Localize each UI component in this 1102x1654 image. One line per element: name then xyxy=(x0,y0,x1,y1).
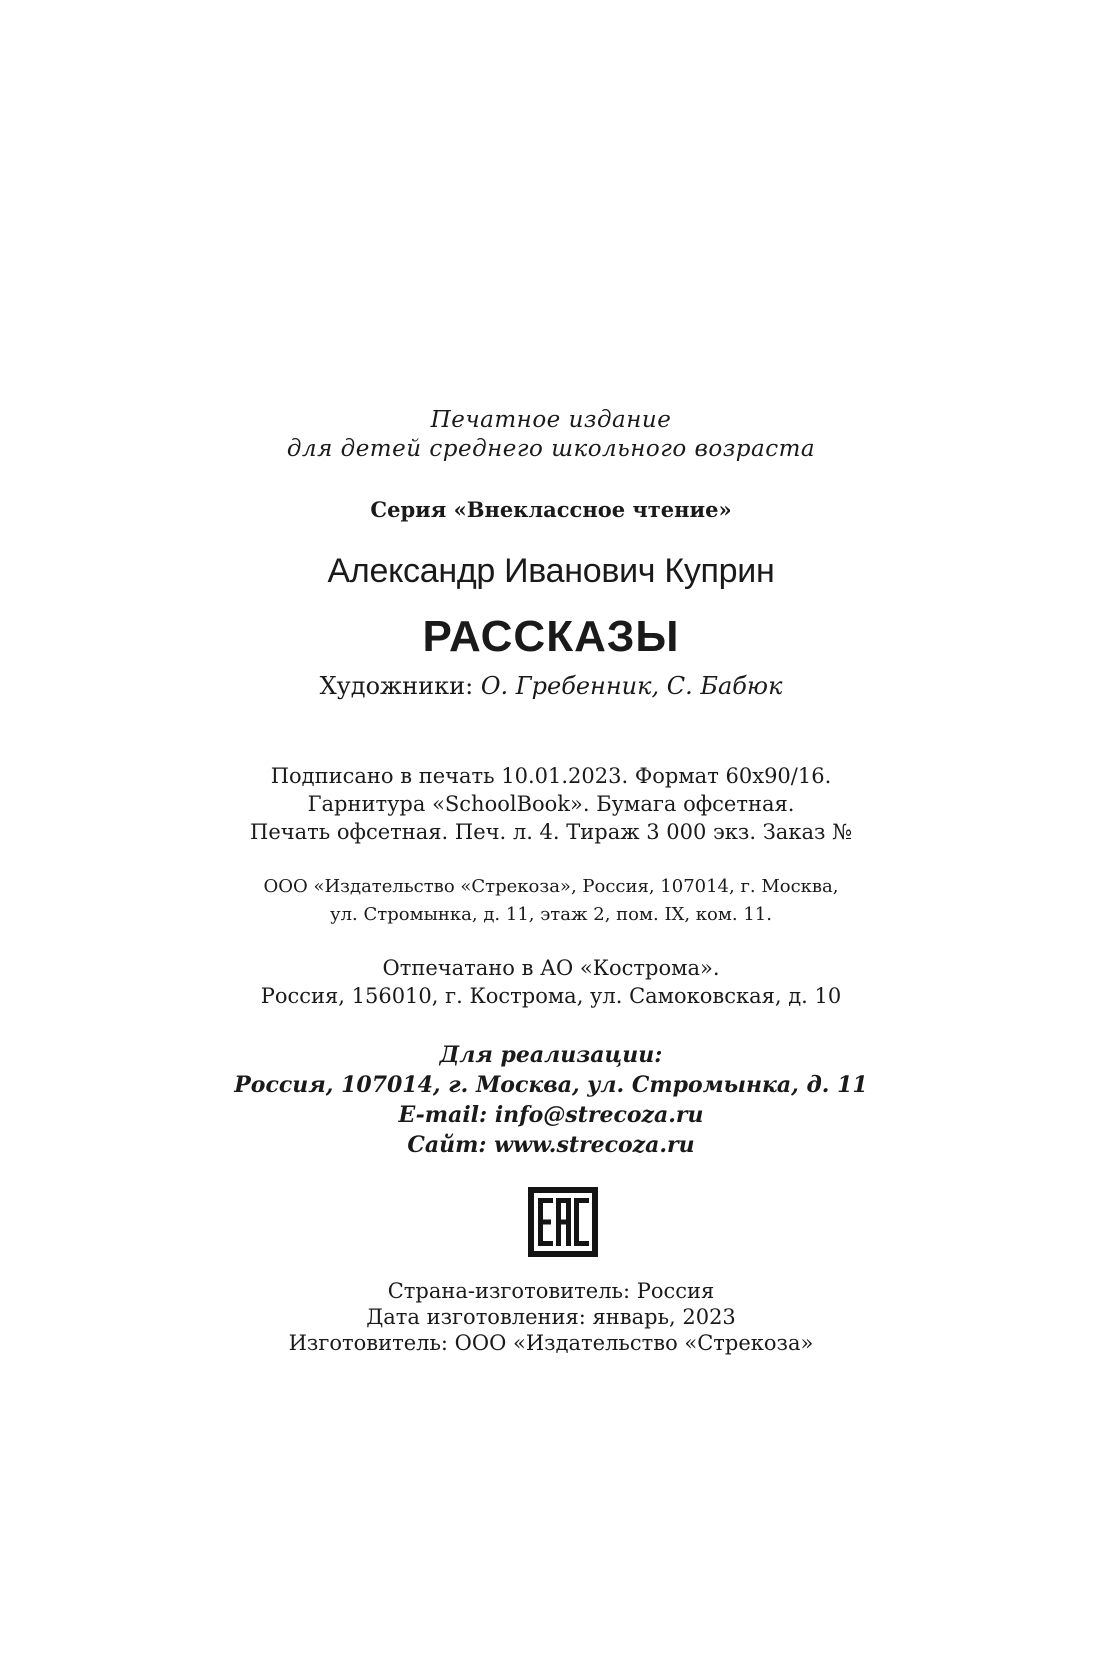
series-name: Серия «Внеклассное чтение» xyxy=(370,497,732,522)
sales-address: Россия, 107014, г. Москва, ул. Стромынка, д. 11 xyxy=(234,1072,868,1098)
manufacturer-name: Изготовитель: ООО «Издательство «Стрекоза» xyxy=(288,1331,814,1355)
imprint-line-2: Гарнитура «SchoolBook». Бумага офсетная. xyxy=(307,792,795,816)
sales-website: Сайт: www.strecoza.ru xyxy=(407,1132,695,1158)
artists-names: О. Гребенник, С. Бабюк xyxy=(480,672,783,700)
printer-line-1: Отпечатано в АО «Кострома». xyxy=(382,956,720,980)
manufacture-date: Дата изготовления: январь, 2023 xyxy=(366,1305,736,1329)
sales-heading: Для реализации: xyxy=(439,1042,663,1068)
publisher-line-1: ООО «Издательство «Стрекоза», Россия, 107014, г. Москва, xyxy=(263,876,839,897)
printer-line-2: Россия, 156010, г. Кострома, ул. Самоковская, д. 10 xyxy=(260,984,842,1008)
intro-line-2: для детей среднего школьного возраста xyxy=(286,436,816,462)
publisher-line-2: ул. Стромынка, д. 11, этаж 2, пом. IX, ком. 11. xyxy=(330,904,772,925)
imprint-line-3: Печать офсетная. Печ. л. 4. Тираж 3 000 экз. Заказ № xyxy=(250,820,852,844)
artists-label: Художники: xyxy=(319,672,481,700)
book-author: Александр Иванович Куприн xyxy=(327,552,775,590)
intro-line-1: Печатное издание xyxy=(430,407,672,433)
artists-credit xyxy=(0,672,1102,700)
sales-email: E-mail: info@strecoza.ru xyxy=(398,1102,704,1128)
book-title: РАССКАЗЫ xyxy=(422,612,680,661)
imprint-line-1: Подписано в печать 10.01.2023. Формат 60х90/16. xyxy=(270,764,832,788)
eac-mark-icon xyxy=(528,1187,598,1257)
manufacturer-country: Страна-изготовитель: Россия xyxy=(387,1279,715,1303)
